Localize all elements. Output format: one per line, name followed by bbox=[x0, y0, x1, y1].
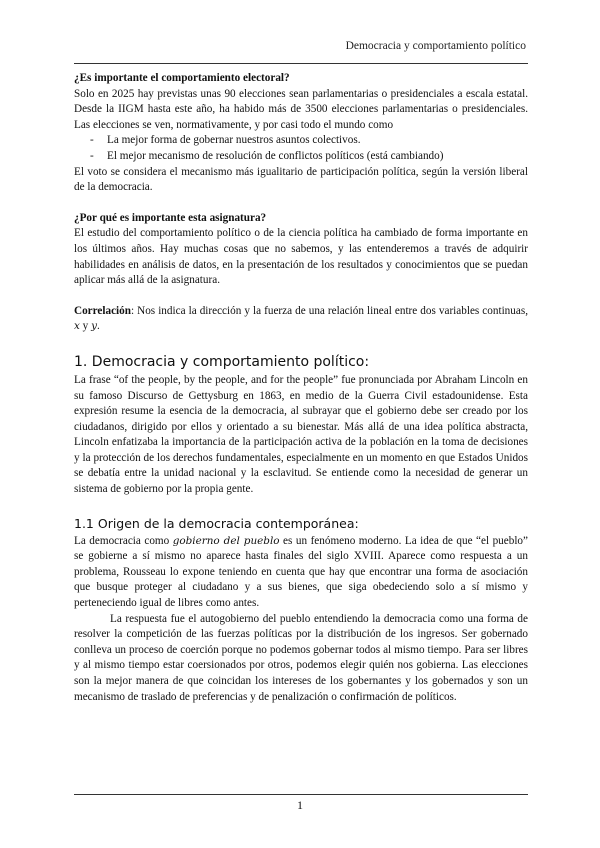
section-1-1-paragraph-1: La democracia como gobierno del pueblo es un fenómeno moderno. La idea de que “el pueblo” se gobierne a sí mismo no aparece hasta finales del siglo XVIII. Aparece como respuesta a un problema, Rousseau lo expone teniendo en cuenta que hay que encontrar una forma de asociación que busque proteger al ciudadano y a sus bienes, que siga obedeciendo solo a sí mismo y perteneciendo igual de libres como antes. bbox=[74, 534, 528, 610]
correlation-term: Correlación bbox=[74, 304, 131, 317]
section-1-body: La frase “of the people, by the people, and for the people” fue pronunciada por Abraham Lincoln en su famoso Discurso de Gettysburg en 1863, en medio de la Guerra Civil estadounidense. Esta expresión resume la esencia de la democracia, al subrayar que el gobierno debe ser creado por los ciudadanos, dirigido por ellos y orientado a su bienestar. Más allá de una idea política abstracta, Lincoln enfatizaba la importancia de la participación activa de la población en la toma de decisiones y la protección de los derechos fundamentales, especialmente en un momento en que Estados Unidos se debatía entre la unidad nacional y la esclavitud. Se entiende como la necesidad de generar un sistema de gobierno por la propia gente. bbox=[74, 373, 528, 496]
question-electoral-intro: Solo en 2025 hay previstas unas 90 elecciones sean parlamentarias o presidenciales a escala estatal. Desde la IIGM hasta este año, ha habido más de 3500 elecciones parlamentarias o presidenciales. Las elecciones se ven, normativamente, y por casi todo el mundo como bbox=[74, 87, 528, 131]
list-item: - El mejor mecanismo de resolución de conflictos políticos (está cambiando) bbox=[90, 149, 528, 165]
footer-rule bbox=[74, 794, 528, 795]
correlation-end: . bbox=[96, 320, 100, 333]
section-1-1-paragraph-2: La respuesta fue el autogobierno del pueblo entendiendo la democracia como una forma de resolver la competición de las fuerzas políticas por la distribución de los ingresos. Ser gobernado conlleva un proceso de coerción porque no podemos gobernar todos al mismo tiempo. Para ser libres y al mismo tiempo estar coersionados por otros, podemos elegir quién nos gobierna. Las elecciones son la mejor manera de que coincidan los intereses de los gobernantes y los gobernados y son un mecanismo de traslado de preferencias y de penalización o confirmación de políticos. bbox=[74, 612, 528, 703]
running-header: Democracia y comportamiento político bbox=[345, 40, 526, 52]
section-1-1-title: 1.1 Origen de la democracia contemporánea: bbox=[74, 515, 359, 531]
variable-x: x bbox=[74, 320, 80, 333]
section-1-title: 1. Democracia y comportamiento político: bbox=[74, 353, 370, 370]
correlation-text: : Nos indica la dirección y la fuerza de una relación lineal entre dos variables continuas, bbox=[130, 304, 528, 317]
question-electoral-heading: ¿Es importante el comportamiento electoral? bbox=[74, 72, 290, 84]
bullet-list bbox=[74, 133, 528, 164]
correlation-conj: y bbox=[79, 320, 92, 333]
page-content bbox=[74, 71, 528, 705]
page-number: 1 bbox=[297, 798, 303, 812]
question-subject-body: El estudio del comportamiento político o de la ciencia política ha cambiado de forma importante en los últimos años. Hay muchas cosas que no sabemos, y las entenderemos a través de adquirir habilidades en análisis de datos, en la presentación de los resultados y conocimientos que se puedan aplicar más allá de la asignatura. bbox=[74, 227, 528, 287]
header-rule bbox=[74, 63, 528, 64]
variable-y: y bbox=[91, 320, 97, 333]
question-subject-heading: ¿Por qué es importante esta asignatura? bbox=[74, 211, 267, 224]
question-electoral-closing: El voto se considera el mecanismo más igualitario de participación política, según la versión liberal de la democracia. bbox=[74, 165, 528, 194]
gobierno-del-pueblo-term: gobierno del pueblo bbox=[172, 534, 280, 547]
correlation-definition bbox=[74, 304, 528, 335]
list-item: - La mejor forma de gobernar nuestros asuntos colectivos. bbox=[90, 133, 528, 149]
